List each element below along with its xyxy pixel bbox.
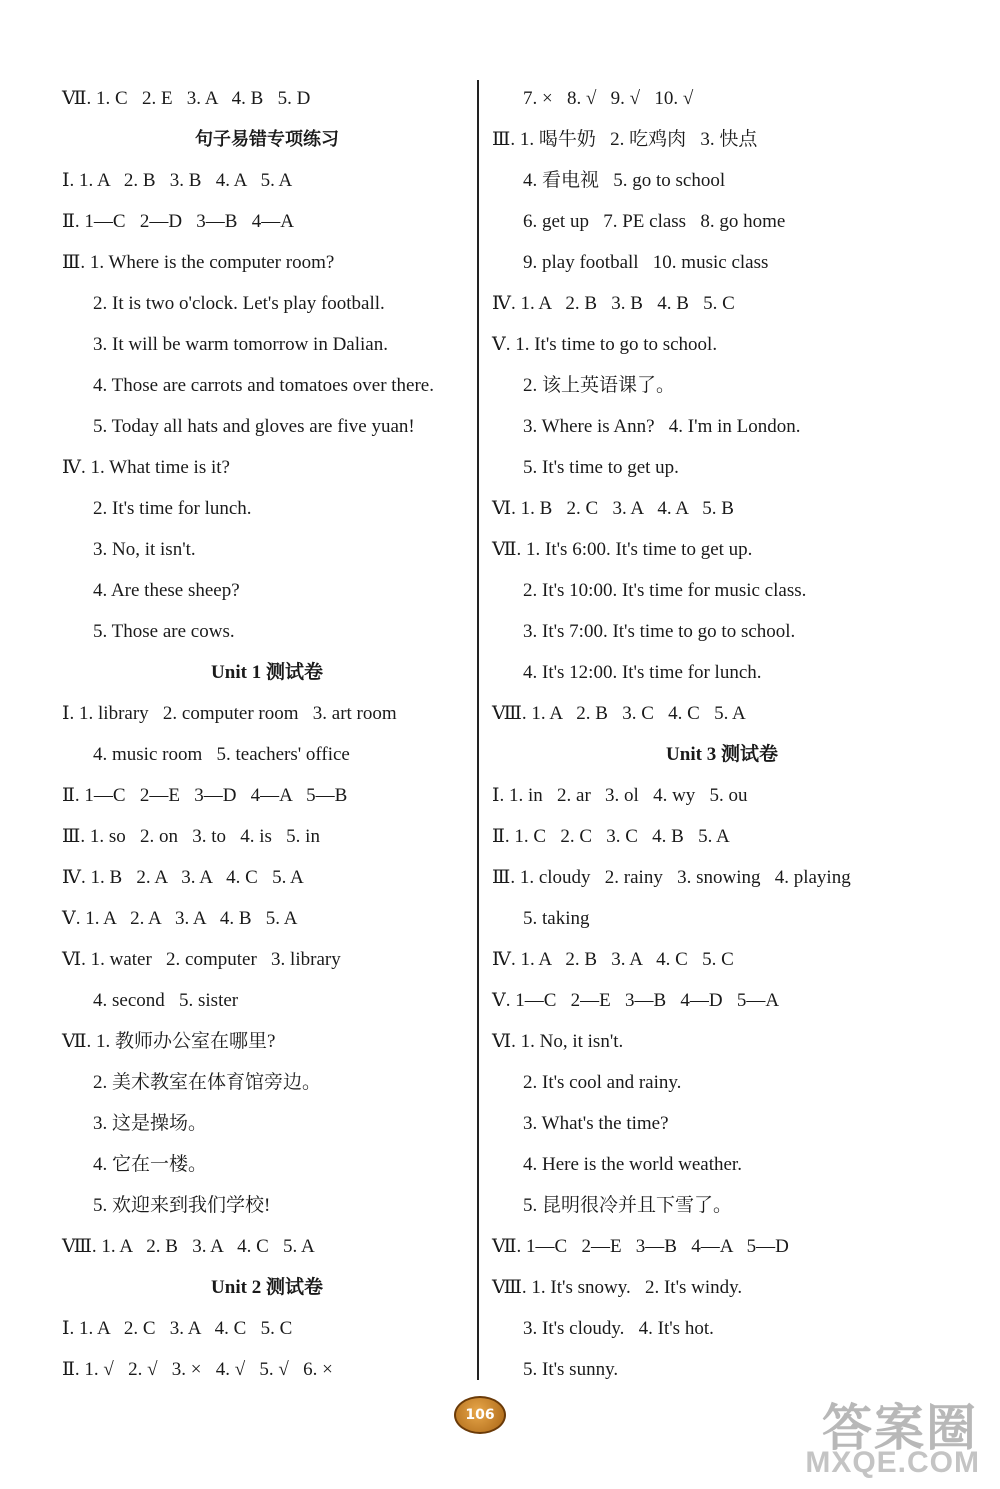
answer-line: 2. 美术教室在体育馆旁边。 <box>93 1072 322 1093</box>
answer-line: Ⅵ. 1. B 2. C 3. A 4. A 5. B <box>492 498 734 519</box>
answer-line: Ⅲ. 1. cloudy 2. rainy 3. snowing 4. playing <box>492 867 851 888</box>
answer-line: 4. music room 5. teachers' office <box>93 744 350 765</box>
answer-line: 5. It's time to get up. <box>523 457 679 478</box>
answer-line: 4. 它在一楼。 <box>93 1154 208 1175</box>
answer-line: 7. × 8. √ 9. √ 10. √ <box>523 88 694 109</box>
answer-line: 6. get up 7. PE class 8. go home <box>523 211 786 232</box>
answer-line: Ⅱ. 1. C 2. C 3. C 4. B 5. A <box>492 826 730 847</box>
answer-line: Ⅲ. 1. 喝牛奶 2. 吃鸡肉 3. 快点 <box>492 129 758 150</box>
answer-line: Ⅳ. 1. B 2. A 3. A 4. C 5. A <box>62 867 304 888</box>
answer-line: 4. Are these sheep? <box>93 580 240 601</box>
answer-line: Ⅶ. 1—C 2—E 3—B 4—A 5—D <box>492 1236 789 1257</box>
answer-line: 4. second 5. sister <box>93 990 239 1011</box>
page-number-badge: 106 <box>454 1396 506 1434</box>
answer-line: Ⅱ. 1—C 2—D 3—B 4—A <box>62 211 294 232</box>
watermark-logo-text: 答案圈 <box>822 1399 978 1457</box>
answer-line: Ⅵ. 1. No, it isn't. <box>492 1031 624 1052</box>
answer-line: Ⅶ. 1. 教师办公室在哪里? <box>62 1031 276 1052</box>
answer-line: 2. 该上英语课了。 <box>523 375 676 396</box>
answer-line: Ⅴ. 1. It's time to go to school. <box>492 334 718 355</box>
answer-line: Ⅳ. 1. What time is it? <box>62 457 230 478</box>
right-column <box>492 78 952 1390</box>
answer-line: 4. 看电视 5. go to school <box>523 170 726 191</box>
answer-line: 3. What's the time? <box>523 1113 669 1134</box>
answer-line: Ⅰ. 1. in 2. ar 3. ol 4. wy 5. ou <box>492 785 748 806</box>
answer-line: 2. It's 10:00. It's time for music class. <box>523 580 807 601</box>
answer-line: 3. No, it isn't. <box>93 539 196 560</box>
section-heading: Unit 1 测试卷 <box>211 662 323 683</box>
answer-line: Ⅰ. 1. library 2. computer room 3. art room <box>62 703 397 724</box>
answer-line: Ⅶ. 1. C 2. E 3. A 4. B 5. D <box>62 88 311 109</box>
answer-line: Ⅲ. 1. so 2. on 3. to 4. is 5. in <box>62 826 320 847</box>
answer-line: Ⅴ. 1—C 2—E 3—B 4—D 5—A <box>492 990 780 1011</box>
answer-line: Ⅷ. 1. A 2. B 3. C 4. C 5. A <box>492 703 746 724</box>
answer-line: 4. It's 12:00. It's time for lunch. <box>523 662 762 683</box>
answer-line: Ⅵ. 1. water 2. computer 3. library <box>62 949 341 970</box>
answer-line: 3. It will be warm tomorrow in Dalian. <box>93 334 388 355</box>
watermark-url: MXQE.COM <box>805 1446 980 1479</box>
section-heading: 句子易错专项练习 <box>195 129 339 150</box>
section-heading: Unit 2 测试卷 <box>211 1277 323 1298</box>
answer-line: 2. It's time for lunch. <box>93 498 252 519</box>
answer-line: Ⅱ. 1. √ 2. √ 3. × 4. √ 5. √ 6. × <box>62 1359 333 1380</box>
left-column <box>62 78 472 1390</box>
answer-line: 5. Those are cows. <box>93 621 235 642</box>
watermark <box>692 1388 992 1484</box>
answer-line: 5. 欢迎来到我们学校! <box>93 1195 271 1216</box>
answer-line: Ⅰ. 1. A 2. B 3. B 4. A 5. A <box>62 170 293 191</box>
answer-line: 5. 昆明很冷并且下雪了。 <box>523 1195 733 1216</box>
answer-line: 5. taking <box>523 908 590 929</box>
answer-line: Ⅲ. 1. Where is the computer room? <box>62 252 335 273</box>
answer-line: 2. It's cool and rainy. <box>523 1072 682 1093</box>
answer-line: 5. Today all hats and gloves are five yuan! <box>93 416 415 437</box>
answer-line: Ⅰ. 1. A 2. C 3. A 4. C 5. C <box>62 1318 293 1339</box>
column-divider <box>477 80 479 1380</box>
answer-line: 2. It is two o'clock. Let's play football. <box>93 293 385 314</box>
answer-line: Ⅱ. 1—C 2—E 3—D 4—A 5—B <box>62 785 348 806</box>
answer-line: Ⅳ. 1. A 2. B 3. B 4. B 5. C <box>492 293 735 314</box>
answer-line: Ⅷ. 1. It's snowy. 2. It's windy. <box>492 1277 743 1298</box>
answer-line: 4. Those are carrots and tomatoes over there. <box>93 375 434 396</box>
answer-line: Ⅳ. 1. A 2. B 3. A 4. C 5. C <box>492 949 734 970</box>
answer-line: 3. It's cloudy. 4. It's hot. <box>523 1318 714 1339</box>
answer-line: Ⅴ. 1. A 2. A 3. A 4. B 5. A <box>62 908 298 929</box>
answer-line: Ⅶ. 1. It's 6:00. It's time to get up. <box>492 539 753 560</box>
section-heading: Unit 3 测试卷 <box>666 744 778 765</box>
answer-line: 9. play football 10. music class <box>523 252 769 273</box>
answer-line: Ⅷ. 1. A 2. B 3. A 4. C 5. A <box>62 1236 315 1257</box>
answer-line: 3. It's 7:00. It's time to go to school. <box>523 621 796 642</box>
answer-line: 4. Here is the world weather. <box>523 1154 742 1175</box>
answer-line: 5. It's sunny. <box>523 1359 619 1380</box>
answer-line: 3. 这是操场。 <box>93 1113 208 1134</box>
answer-line: 3. Where is Ann? 4. I'm in London. <box>523 416 801 437</box>
